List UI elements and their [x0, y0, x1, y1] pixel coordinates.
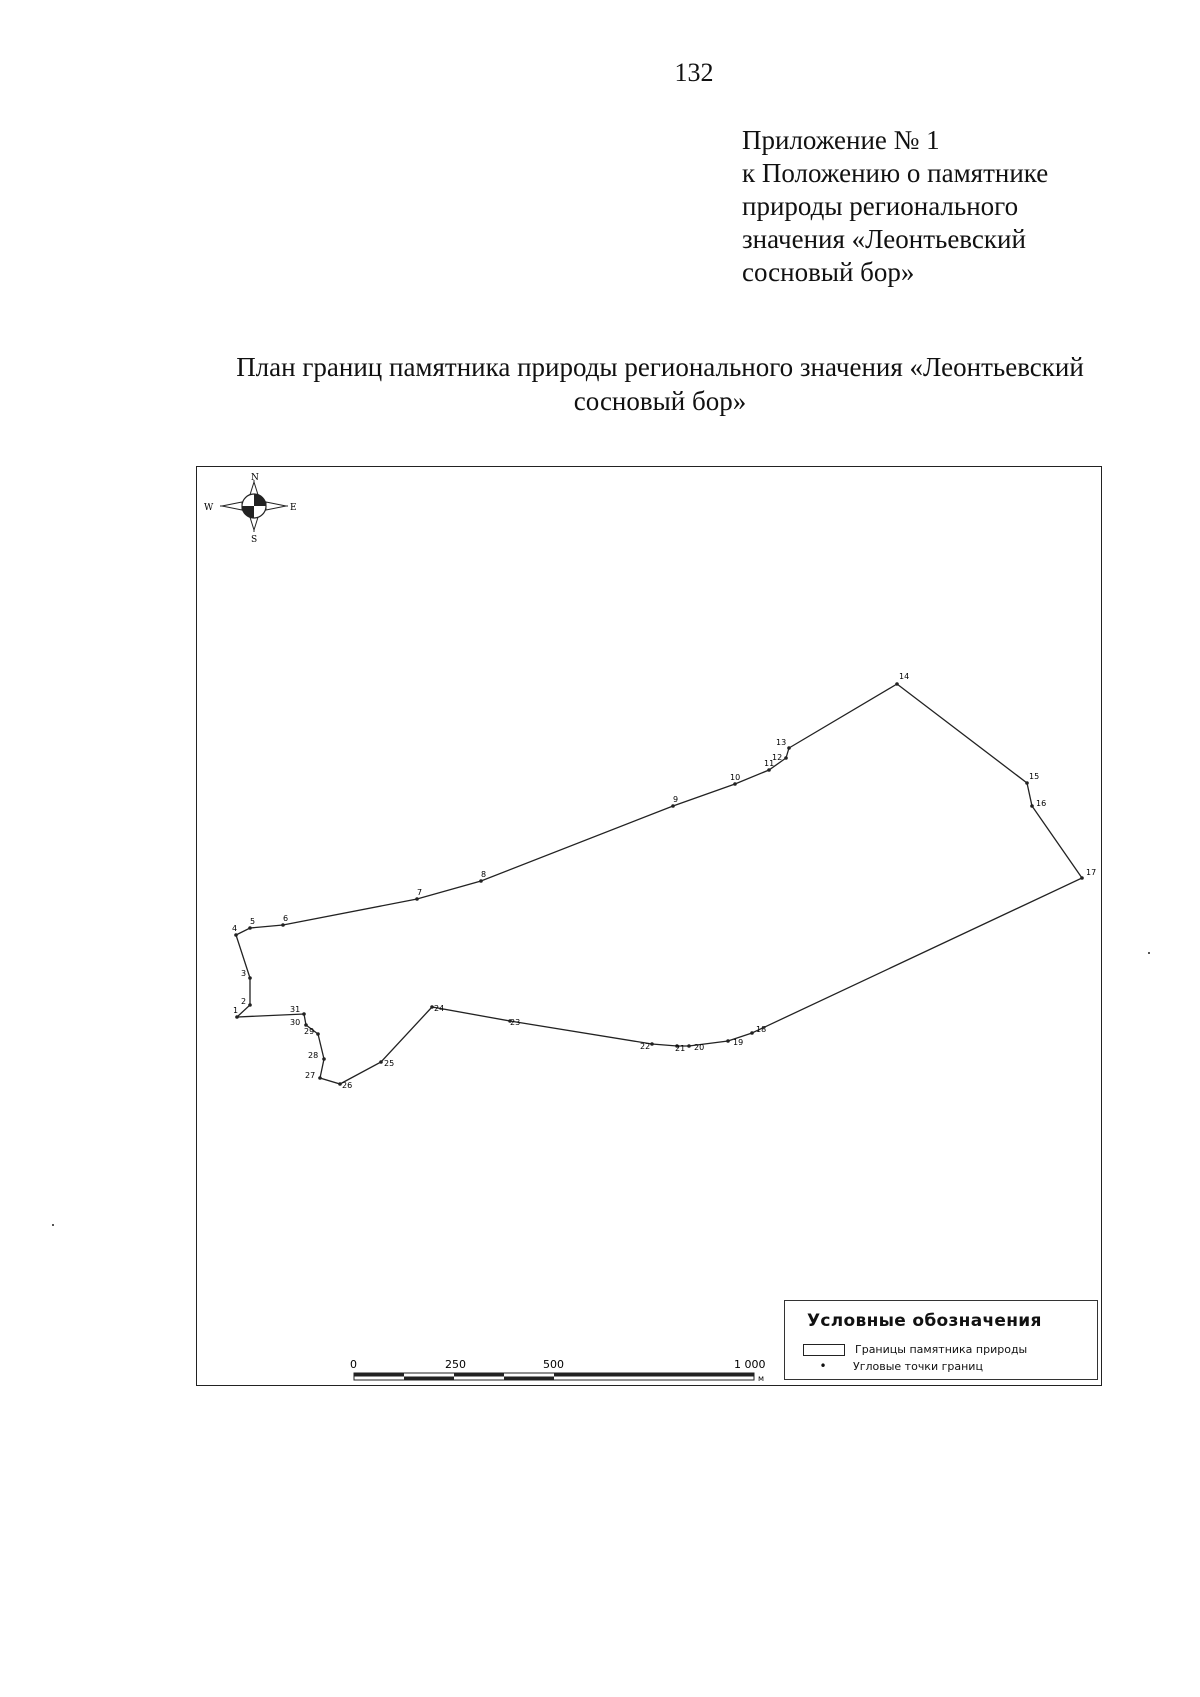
legend-boundary-row — [803, 1343, 1027, 1356]
title-line: сосновый бор» — [573, 386, 747, 416]
legend-boundary-label: Границы памятника природы — [855, 1343, 1028, 1356]
scale-unit: м — [758, 1374, 765, 1383]
boundary-point-label: 7 — [417, 888, 423, 897]
boundary-point-label: 31 — [290, 1005, 301, 1014]
boundary-point-label: 13 — [776, 738, 787, 747]
boundary-point-label: 23 — [510, 1018, 521, 1027]
boundary-point-marker — [1025, 781, 1029, 785]
boundary-point-marker — [379, 1060, 383, 1064]
boundary-point-label: 21 — [675, 1044, 686, 1053]
legend-points-label: Угловые точки границ — [853, 1359, 983, 1373]
boundary-point-label: 14 — [899, 672, 910, 681]
boundary-line — [236, 684, 1082, 1084]
boundary-point-marker — [281, 923, 285, 927]
boundary-point-marker — [248, 926, 252, 930]
boundary-point-marker — [671, 804, 675, 808]
boundary-point-label: 11 — [764, 759, 775, 768]
boundary-point-marker — [750, 1031, 754, 1035]
boundary-point-marker — [787, 746, 791, 750]
boundary-point-label: 15 — [1029, 772, 1040, 781]
boundary-point-label: 9 — [673, 795, 679, 804]
appendix-line: Приложение № 1 — [742, 125, 940, 155]
scale-label-250: 250 — [445, 1358, 466, 1371]
boundary-point-marker — [248, 1003, 252, 1007]
page-number: 132 — [674, 58, 714, 87]
boundary-point-label: 30 — [290, 1018, 301, 1027]
boundary-point-marker — [316, 1032, 320, 1036]
boundary-point-marker — [650, 1042, 654, 1046]
scale-label-500: 500 — [543, 1358, 564, 1371]
boundary-point-marker — [895, 682, 899, 686]
boundary-point-marker — [248, 976, 252, 980]
boundary-point-marker — [1030, 804, 1034, 808]
compass-e: E — [290, 503, 297, 513]
compass-w: W — [204, 503, 214, 513]
boundary-point-label: 29 — [304, 1027, 315, 1036]
point-marker-icon: • — [819, 1359, 827, 1373]
boundary-point-marker — [235, 1015, 239, 1019]
boundary-point-label: 17 — [1086, 868, 1097, 877]
boundary-point-marker — [234, 933, 238, 937]
title-line: План границ памятника природы регионального значения «Леонтьевский — [236, 352, 1084, 382]
boundary-point-label: 3 — [241, 969, 247, 978]
compass-n: N — [251, 473, 259, 483]
boundary-point-label: 5 — [250, 917, 256, 926]
boundary-point-label: 26 — [342, 1081, 353, 1090]
boundary-point-label: 6 — [283, 914, 289, 923]
boundary-point-label: 28 — [308, 1051, 319, 1060]
boundary-point-label: 16 — [1036, 799, 1047, 808]
boundary-point-label: 25 — [384, 1059, 395, 1068]
boundary-point-marker — [733, 782, 737, 786]
boundary-point-marker — [302, 1012, 306, 1016]
boundary-point-label: 19 — [733, 1038, 744, 1047]
boundary-point-label: 27 — [305, 1071, 316, 1080]
boundary-point-marker — [415, 897, 419, 901]
boundary-points — [232, 672, 1096, 1090]
scale-label-0: 0 — [350, 1358, 357, 1371]
boundary-point-label: 1 — [233, 1006, 239, 1015]
boundary-point-marker — [784, 756, 788, 760]
legend-points-row — [803, 1359, 983, 1373]
boundary-point-marker — [304, 1023, 308, 1027]
compass-s: S — [251, 535, 258, 545]
boundary-point-marker — [318, 1076, 322, 1080]
compass-rose-icon — [204, 473, 297, 545]
boundary-point-label: 12 — [772, 753, 783, 762]
boundary-point-marker — [479, 879, 483, 883]
boundary-point-marker — [687, 1044, 691, 1048]
boundary-point-label: 4 — [232, 924, 238, 933]
scan-speck — [1148, 952, 1150, 954]
boundary-point-marker — [726, 1039, 730, 1043]
boundary-point-label: 24 — [434, 1004, 445, 1013]
appendix-line: к Положению о памятнике — [742, 158, 1049, 188]
boundary-point-marker — [322, 1057, 326, 1061]
scale-bar — [350, 1358, 766, 1383]
boundary-point-marker — [767, 768, 771, 772]
boundary-point-label: 2 — [241, 997, 247, 1006]
boundary-point-label: 8 — [481, 870, 487, 879]
scale-label-1000: 1 000 — [734, 1358, 766, 1371]
appendix-line: природы регионального — [742, 191, 1019, 221]
boundary-point-label: 22 — [640, 1042, 651, 1051]
boundary-point-label: 18 — [756, 1025, 767, 1034]
appendix-line: значения «Леонтьевский — [742, 224, 1026, 254]
scan-speck — [52, 1224, 54, 1226]
boundary-point-label: 10 — [730, 773, 741, 782]
map-legend — [784, 1300, 1098, 1380]
legend-title: Условные обозначения — [807, 1311, 1042, 1331]
boundary-point-label: 20 — [694, 1043, 705, 1052]
boundary-point-marker — [1080, 876, 1084, 880]
boundary-swatch-icon — [803, 1344, 845, 1356]
appendix-line: сосновый бор» — [742, 257, 915, 287]
